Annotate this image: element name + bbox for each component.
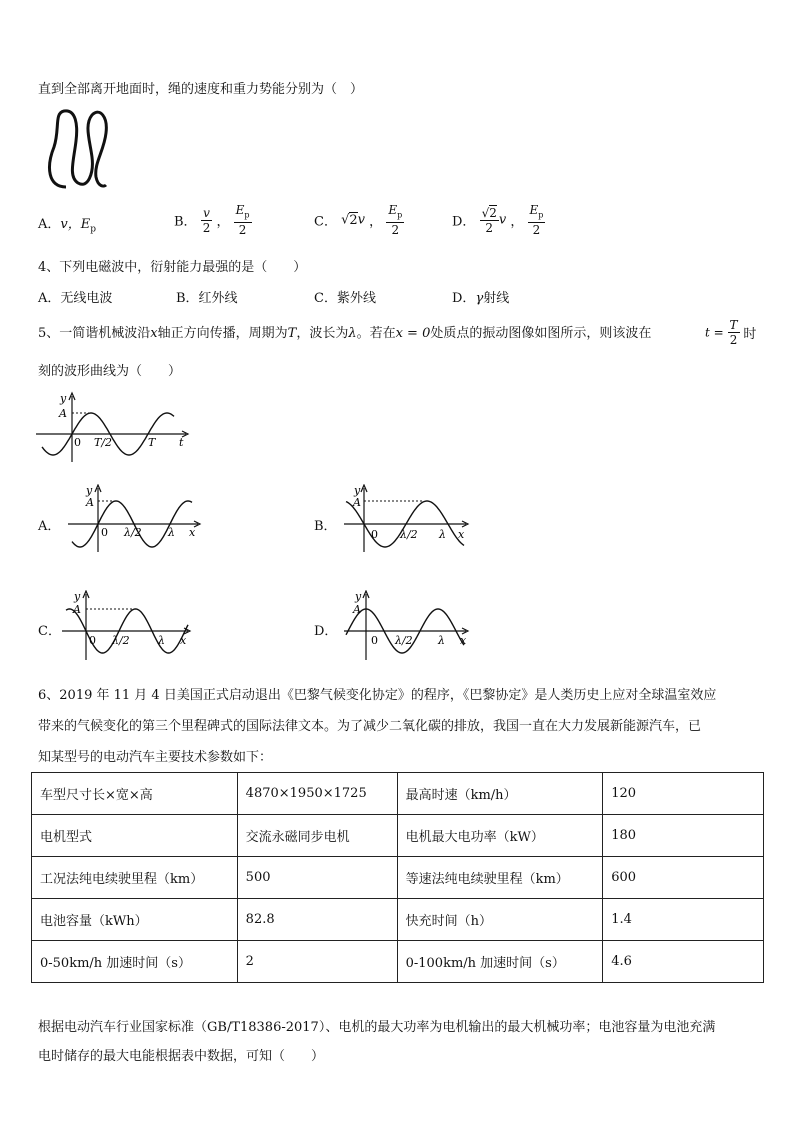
q3-option-a[interactable]: A．v，$E_p$ <box>38 217 96 235</box>
svg-text:λ: λ <box>438 634 445 647</box>
vibration-graph <box>34 390 194 466</box>
q5-option-a[interactable]: A． <box>38 519 61 534</box>
svg-text:x: x <box>189 526 196 539</box>
table-row <box>32 899 764 941</box>
table-cell: 2 <box>237 941 397 983</box>
table-cell: 工况法纯电续驶里程（km） <box>32 857 238 899</box>
table-cell: 等速法纯电续驶里程（km） <box>397 857 603 899</box>
svg-text:0: 0 <box>101 526 108 539</box>
svg-text:λ: λ <box>158 634 165 647</box>
svg-text:y: y <box>60 392 67 405</box>
svg-text:λ: λ <box>168 526 175 539</box>
table-row <box>32 815 764 857</box>
svg-text:0: 0 <box>371 528 378 541</box>
table-cell: 电机型式 <box>32 815 238 857</box>
q3-option-d[interactable]: D． $\frac{√2}{2}$ v ， $\frac{E_p}{2}$ <box>452 203 544 238</box>
svg-text:y: y <box>86 484 93 497</box>
svg-text:A: A <box>86 496 94 509</box>
q3-option-c[interactable]: C． √2v ， $\frac{E_p}{2}$ <box>314 203 403 238</box>
svg-text:0: 0 <box>89 634 96 647</box>
wave-graph-d <box>340 590 490 664</box>
q6-after-line2: 电时储存的最大电能根据表中数据，可知（ ） <box>38 1049 325 1064</box>
table-cell: 最高时速（km/h） <box>397 773 603 815</box>
svg-text:y: y <box>74 590 81 603</box>
svg-text:T/2: T/2 <box>94 436 113 449</box>
table-cell: 快充时间（h） <box>397 899 603 941</box>
svg-text:λ/2: λ/2 <box>124 526 142 539</box>
table-row <box>32 857 764 899</box>
table-cell: 4870×1950×1725 <box>237 773 397 815</box>
svg-text:0: 0 <box>371 634 378 647</box>
table-cell: 4.6 <box>603 941 764 983</box>
table-cell: 交流永磁同步电机 <box>237 815 397 857</box>
q6-paragraph-line1: 6、2019 年 11 月 4 日美国正式启动退出《巴黎气候变化协定》的程序，《巴黎协定》是人类历史上应对全球温室效应 <box>38 688 717 703</box>
svg-text:λ: λ <box>439 528 446 541</box>
q5-option-c[interactable]: C． <box>38 624 61 639</box>
table-cell: 车型尺寸长×宽×高 <box>32 773 238 815</box>
table-cell: 600 <box>603 857 764 899</box>
table-cell: 500 <box>237 857 397 899</box>
q4-option-a[interactable]: A．无线电波 <box>38 291 113 306</box>
svg-text:0: 0 <box>74 436 81 449</box>
q6-paragraph-line2: 带来的气候变化的第三个里程碑式的国际法律文本。为了减少二氧化碳的排放，我国一直在大力发展新能源汽车，已 <box>38 719 702 734</box>
table-cell: 1.4 <box>603 899 764 941</box>
table-cell: 0-100km/h 加速时间（s） <box>397 941 603 983</box>
q5-option-b[interactable]: B． <box>314 519 337 534</box>
svg-text:A: A <box>353 603 361 616</box>
q4-option-d[interactable]: D．γ射线 <box>452 291 510 306</box>
q3-stem-tail: 直到全部离开地面时，绳的速度和重力势能分别为（ ） <box>38 82 364 97</box>
table-cell: 180 <box>603 815 764 857</box>
q6-after-line1: 根据电动汽车行业国家标准（GB/T18386-2017）、电机的最大功率为电机输出的最大机械功率；电池容量为电池充满 <box>38 1020 716 1035</box>
q5-stem-line2: 刻的波形曲线为（ ） <box>38 364 182 379</box>
table-row <box>32 941 764 983</box>
svg-text:λ/2: λ/2 <box>400 528 418 541</box>
svg-text:x: x <box>458 528 465 541</box>
svg-text:x: x <box>180 634 187 647</box>
table-cell: 电机最大电功率（kW） <box>397 815 603 857</box>
table-cell: 0-50km/h 加速时间（s） <box>32 941 238 983</box>
svg-text:A: A <box>59 407 67 420</box>
q4-option-b[interactable]: B．红外线 <box>176 291 238 306</box>
svg-text:A: A <box>73 603 81 616</box>
wave-graph-a <box>64 484 214 556</box>
wave-graph-c <box>58 590 208 664</box>
table-cell: 82.8 <box>237 899 397 941</box>
rope-figure <box>44 107 110 191</box>
q6-paragraph-line3: 知某型号的电动汽车主要技术参数如下： <box>38 750 273 765</box>
q5-option-d[interactable]: D． <box>314 624 338 639</box>
table-cell: 电池容量（kWh） <box>32 899 238 941</box>
svg-text:t: t <box>179 436 184 449</box>
q3-option-b[interactable]: B． $\frac{v}{2}$ ， $\frac{E_p}{2}$ <box>174 203 250 238</box>
svg-text:A: A <box>353 496 361 509</box>
q4-stem: 4、下列电磁波中，衍射能力最强的是（ ） <box>38 260 307 275</box>
q5-time-fraction: t = $\frac{T}{2}$ 时 <box>705 318 757 347</box>
wave-graph-b <box>340 484 490 556</box>
table-row <box>32 773 764 815</box>
svg-text:y: y <box>355 590 362 603</box>
svg-text:y: y <box>354 484 361 497</box>
svg-text:x: x <box>460 634 467 647</box>
svg-text:λ/2: λ/2 <box>395 634 413 647</box>
svg-text:T: T <box>148 436 156 449</box>
q5-stem-line1: 5、一简谐机械波沿x轴正方向传播，周期为T，波长为λ。若在x = 0处质点的振动图像如图所示，则该波在 <box>38 326 652 341</box>
table-cell: 120 <box>603 773 764 815</box>
q4-option-c[interactable]: C．紫外线 <box>314 291 376 306</box>
svg-text:λ/2: λ/2 <box>112 634 130 647</box>
spec-table <box>31 772 764 983</box>
